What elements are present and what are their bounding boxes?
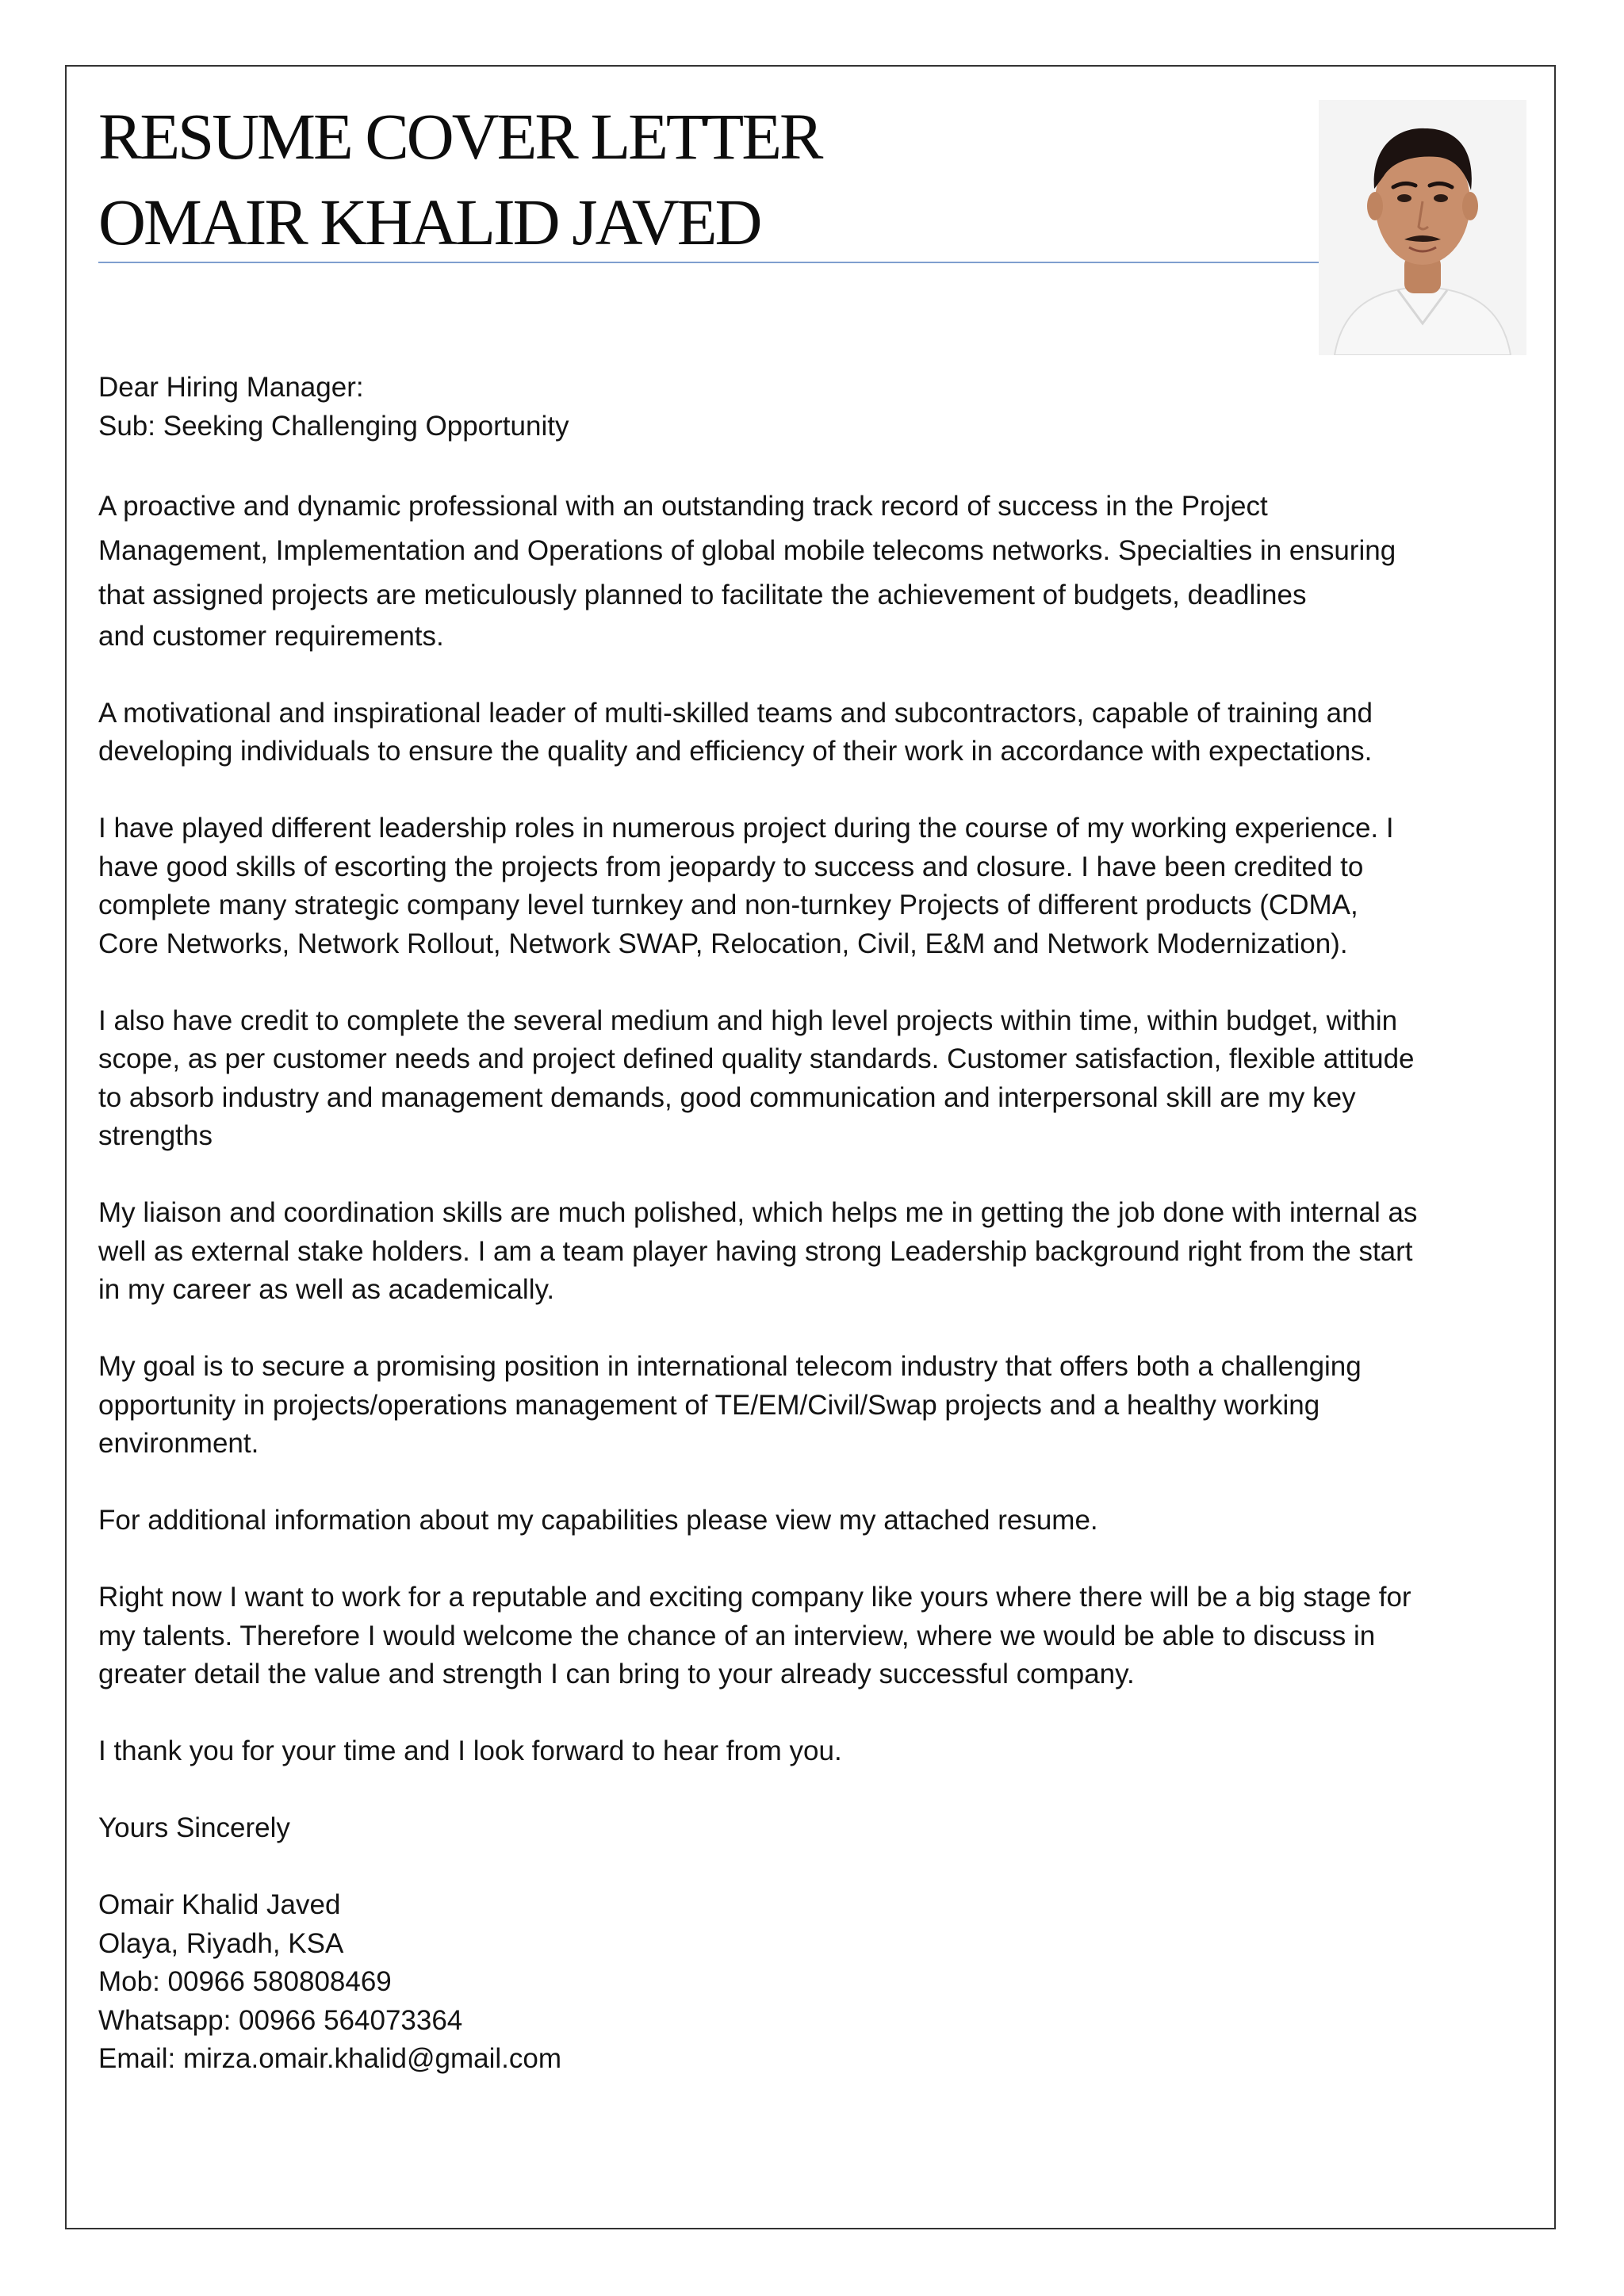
- left-eye: [1397, 194, 1411, 202]
- closing: Yours Sincerely: [98, 1812, 290, 1843]
- paragraph-line: to absorb industry and management demands, good communication and interpersonal skill are my key: [98, 1081, 1356, 1113]
- signature-whatsapp: Whatsapp: 00966 564073364: [98, 2004, 463, 2036]
- left-ear: [1367, 192, 1383, 220]
- right-ear: [1462, 192, 1478, 220]
- paragraph-leadership: [98, 695, 1534, 771]
- signature-address: Olaya, Riyadh, KSA: [98, 1927, 344, 1959]
- paragraph-line: A proactive and dynamic professional with an outstanding track record of success in the Project: [98, 490, 1268, 522]
- signature-block: [98, 1886, 1534, 2079]
- paragraph-line: complete many strategic company level turnkey and non-turnkey Projects of different products (CDMA,: [98, 890, 1358, 920]
- paragraph-line: My goal is to secure a promising position in international telecom industry that offers both a challenging: [98, 1351, 1362, 1382]
- title-line-1: RESUME COVER LETTER: [98, 100, 822, 173]
- paragraph-line: opportunity in projects/operations management of TE/EM/Civil/Swap projects and a healthy working: [98, 1389, 1320, 1421]
- paragraph-line: I also have credit to complete the several medium and high level projects within time, within budget, within: [98, 1004, 1398, 1036]
- paragraph-line: scope, as per customer needs and project defined quality standards. Customer satisfaction, flexible attitude: [98, 1043, 1415, 1074]
- title-line-2: OMAIR KHALID JAVED: [98, 186, 760, 258]
- paragraph-summary: [98, 484, 1534, 618]
- paragraph-line: strengths: [98, 1120, 213, 1151]
- subject-line: Sub: Seeking Challenging Opportunity: [98, 410, 569, 442]
- paragraph-line: have good skills of escorting the projects from jeopardy to success and closure. I have been credited to: [98, 851, 1364, 882]
- title-underline: [98, 262, 1320, 263]
- paragraph-line: I have played different leadership roles in numerous project during the course of my working experience. I: [98, 813, 1394, 844]
- paragraph-line: and customer requirements.: [98, 620, 444, 652]
- right-eye: [1434, 194, 1448, 202]
- paragraph-line: My liaison and coordination skills are much polished, which helps me in getting the job done with internal as: [98, 1197, 1418, 1228]
- paragraph-line: my talents. Therefore I would welcome the chance of an interview, where we would be able to discuss in: [98, 1620, 1376, 1651]
- paragraph-line: Right now I want to work for a reputable and exciting company like yours where there will be a big stage for: [98, 1582, 1411, 1613]
- paragraph-line: greater detail the value and strength I can bring to your already successful company.: [98, 1659, 1135, 1689]
- paragraph-line: environment.: [98, 1428, 259, 1459]
- paragraph-skills: [98, 1194, 1534, 1310]
- letter-body: [98, 369, 1534, 2079]
- paragraph-line: developing individuals to ensure the quality and efficiency of their work in accordance with expectations.: [98, 736, 1373, 767]
- portrait-photo-icon: [1319, 100, 1526, 355]
- paragraph-line: Management, Implementation and Operations of global mobile telecoms networks. Specialties in ensuring: [98, 534, 1396, 566]
- paragraph-line: that assigned projects are meticulously planned to facilitate the achievement of budgets, deadlines: [98, 579, 1307, 610]
- paragraph-line: For additional information about my capabilities please view my attached resume.: [98, 1505, 1098, 1536]
- paragraph-experience: [98, 809, 1534, 963]
- salutation: Dear Hiring Manager:: [98, 372, 364, 403]
- signature-name: Omair Khalid Javed: [98, 1889, 341, 1920]
- paragraph-line: A motivational and inspirational leader of multi-skilled teams and subcontractors, capable of training and: [98, 697, 1373, 729]
- paragraph-interview: [98, 1578, 1534, 1694]
- paragraph-line: in my career as well as academically.: [98, 1274, 555, 1305]
- paragraph-goal: [98, 1348, 1534, 1464]
- signature-email: Email: mirza.omair.khalid@gmail.com: [98, 2043, 562, 2074]
- paragraph-line: well as external stake holders. I am a team player having strong Leadership background right from the start: [98, 1235, 1413, 1267]
- signature-mobile: Mob: 00966 580808469: [98, 1966, 392, 1997]
- paragraph-thanks: [98, 1732, 1534, 1771]
- document-title: [98, 94, 1320, 265]
- paragraph-line: I thank you for your time and I look forward to hear from you.: [98, 1735, 842, 1766]
- paragraph-line: Core Networks, Network Rollout, Network SWAP, Relocation, Civil, E&M and Network Modernization).: [98, 928, 1348, 959]
- paragraph-resume-note: [98, 1502, 1534, 1540]
- paragraph-credits: [98, 1002, 1534, 1156]
